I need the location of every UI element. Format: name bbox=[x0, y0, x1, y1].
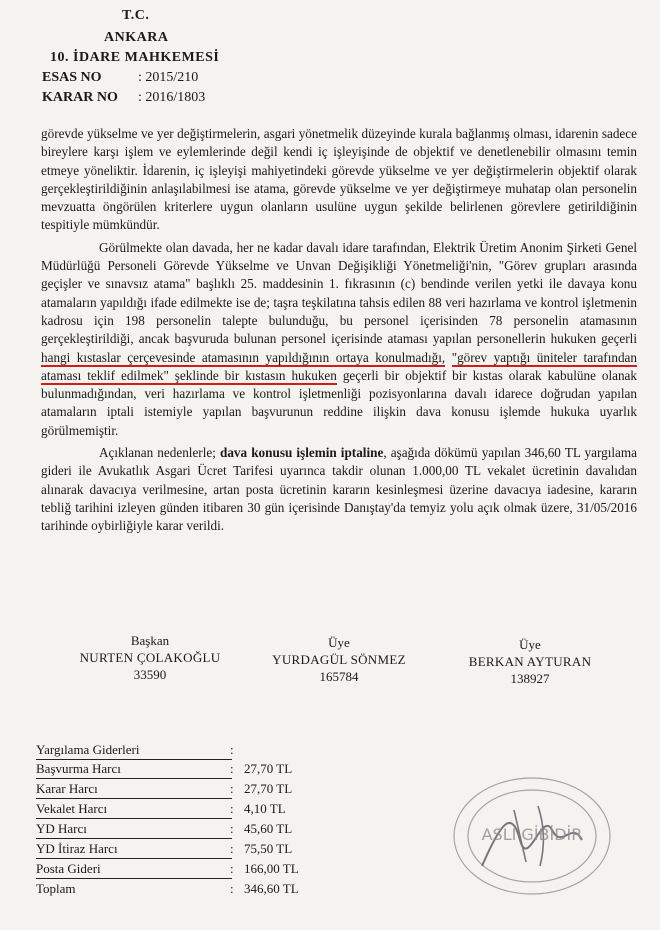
cost-amount: 166,00 TL bbox=[244, 861, 299, 876]
signature-role: Başkan bbox=[130, 633, 170, 648]
costs-table bbox=[36, 740, 316, 898]
karar-no-label: KARAR NO bbox=[42, 90, 118, 105]
cost-label: Karar Harcı bbox=[36, 781, 98, 796]
signature-name: YURDAGÜL SÖNMEZ bbox=[272, 652, 406, 667]
signature-role: Üye bbox=[328, 635, 350, 650]
official-stamp bbox=[442, 770, 622, 900]
karar-no-line bbox=[42, 90, 205, 106]
cost-total-label: Toplam bbox=[36, 881, 76, 896]
paragraph-case-analysis bbox=[41, 239, 637, 440]
karar-no-value: : 2016/1803 bbox=[138, 90, 206, 105]
signature-name: NURTEN ÇOLAKOĞLU bbox=[79, 650, 221, 665]
cost-amount: 27,70 TL bbox=[244, 761, 293, 776]
table-row bbox=[36, 759, 293, 779]
signature-number: 138927 bbox=[510, 671, 550, 686]
table-row bbox=[36, 779, 293, 799]
cost-amount: 75,50 TL bbox=[244, 841, 293, 856]
table-row bbox=[36, 819, 293, 839]
cost-amount: 4,10 TL bbox=[244, 801, 286, 816]
cost-colon: : bbox=[230, 821, 234, 836]
header-tc: T.C. bbox=[122, 8, 150, 23]
table-row-total bbox=[36, 879, 299, 898]
cost-label: Vekalet Harcı bbox=[36, 801, 108, 816]
cost-label: Başvurma Harcı bbox=[36, 761, 121, 776]
verdict-annulment: dava konusu işlemin iptaline bbox=[220, 445, 384, 461]
header-court-name: 10. İDARE MAHKEMESİ bbox=[50, 50, 220, 65]
costs-title-row bbox=[36, 740, 316, 759]
verdict-intro: Açıklanan nedenlerle; bbox=[99, 445, 216, 461]
cost-amount: 45,60 TL bbox=[244, 821, 293, 836]
analysis-text-start: Görülmekte olan davada, her ne kadar davalı idare tarafından, Elektrik Üretim Anonim Şirketi Genel Müdürlüğü Personeli Görevde Yükselme ve Unvan Değişikliği Yönetmeliği'nin, "Görev grupları arasında geçişler ve sınavsız atama" başlıklı 25. maddesinin 1. fıkrasının (c) bendinde verilen yetki ile davaya konu atamaların yapıldığı ifade edilmekte ise de; taşra teşkilatına tahsis edilen 88 veri hazırlama ve kontrol işletmenin kadrosu için 198 personelin talepte bulunduğu, bu personel içerisinden 78 personelin atamasının gerçekleştirildiği, ancak başvuruda bulunan personel içerisinde ataması yapılan personellerin hukuken geçerli bbox=[41, 239, 637, 347]
table-row bbox=[36, 839, 293, 859]
esas-no-label: ESAS NO bbox=[42, 70, 102, 85]
signature-number: 165784 bbox=[319, 669, 359, 684]
esas-no-line bbox=[42, 70, 198, 86]
table-row bbox=[36, 859, 299, 879]
esas-no-value: : 2015/210 bbox=[138, 70, 199, 85]
analysis-text-end: geçerli bir objektif bir kıstas olarak kabulüne olanak bulunmadığından, veri hazırlama ve kontrol işletmenliği pozisyonlarına davalı idarece doğrudan yapılan atamaların iptali istemiyle yapılan başvurunun reddine ilişkin dava konusu işlemde hukuka uyarlık görülmemiştir. bbox=[41, 367, 638, 438]
cost-colon: : bbox=[230, 841, 234, 856]
signature-role: Üye bbox=[519, 637, 541, 652]
cost-colon: : bbox=[230, 801, 234, 816]
cost-total-amount: 346,60 TL bbox=[244, 881, 299, 896]
cost-label: Posta Gideri bbox=[36, 861, 101, 876]
cost-colon: : bbox=[230, 861, 234, 876]
paragraph-verdict bbox=[41, 444, 637, 535]
signature-number: 33590 bbox=[133, 667, 167, 682]
cost-label: YD Harcı bbox=[36, 821, 87, 836]
verdict-details: , aşağıda dökümü yapılan 346,60 TL yargılama gideri ile Avukatlık Asgari Ücret Tarifesi uyarınca takdir olunan 1.000,00 TL vekalet ücretinin davalıdan alınarak davacıya verilmesine, artan posta ücretinin kararın kesinleşmesi üzerine davacıya iadesine, kararın tebliğ tarihini izleyen günden itibaren 30 gün içerisinde Danıştay'da temyiz yolu açık olmak üzere, 31/05/2016 tarihinde oybirliğiyle karar verildi. bbox=[41, 445, 637, 534]
red-underlined-criteria-2: "görev yaptığı üniteler tarafından ataması teklif edilmek" şeklinde bir kıstasın hukuken bbox=[41, 349, 638, 383]
table-row bbox=[36, 799, 286, 819]
stamp-text: ASLI GİBİDİR bbox=[481, 825, 583, 844]
signature-member-1 bbox=[254, 634, 424, 685]
costs-title-colon: : bbox=[230, 742, 234, 757]
cost-amount: 27,70 TL bbox=[244, 781, 293, 796]
cost-colon: : bbox=[230, 761, 234, 776]
cost-label: YD İtiraz Harcı bbox=[36, 841, 118, 856]
decision-body bbox=[41, 125, 637, 540]
costs-title: Yargılama Giderleri bbox=[36, 740, 232, 760]
signature-president bbox=[70, 632, 230, 683]
cost-total-colon: : bbox=[230, 881, 234, 896]
header-city: ANKARA bbox=[104, 30, 169, 45]
signature-name: BERKAN AYTURAN bbox=[468, 654, 592, 669]
cost-colon: : bbox=[230, 781, 234, 796]
paragraph-reasoning: görevde yükselme ve yer değiştirmelerin, asgari yönetmelik düzeyinde kurala bağlanmış olması, idarenin sadece bireylere karşı işlem ve eylemlerinde değil kendi iç işleyişinde de objektif ve denetlenebilir olmasını temin etmeye yöneliktir. İdarenin, iç işleyişi mahiyetindeki görevde yükselme ve yer değiştirmelerin objektif olarak gerçekleştirildiğinin anlaşılabilmesi ise atama, görevde yükselme ve yer değiştirmeye muhatap olan personelin mevzuatta öngörülen kriterlere uygun olanların usulüne uygun şekilde belirlenen görevlere getirildiğinin tespitiyle mümkündür. bbox=[41, 126, 637, 233]
signature-member-2 bbox=[450, 636, 610, 687]
red-underlined-criteria-1: hangi kıstaslar çerçevesinde atamasının yapıldığının ortaya konulmadığı, bbox=[41, 349, 446, 365]
